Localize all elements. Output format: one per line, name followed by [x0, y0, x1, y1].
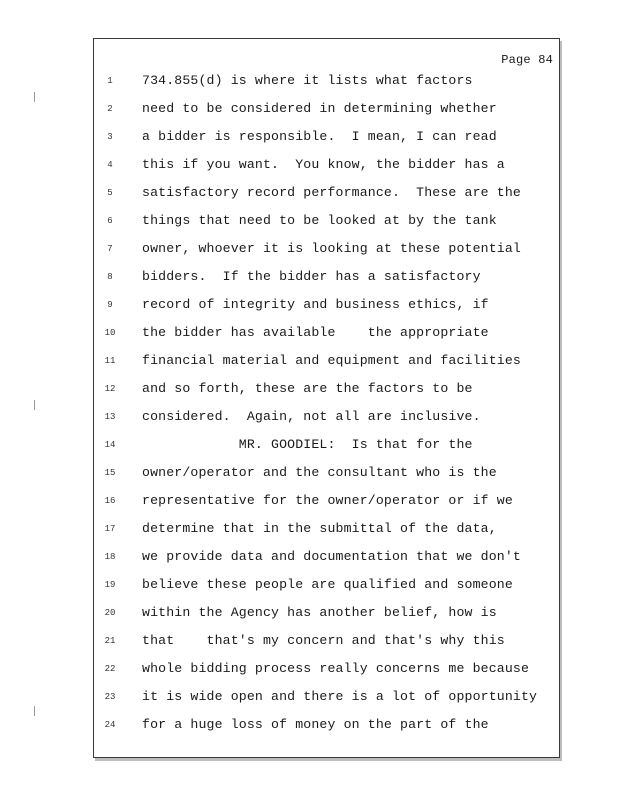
line-text: bidders. If the bidder has a satisfactory [142, 269, 481, 284]
line-number: 14 [104, 440, 116, 450]
line-text: record of integrity and business ethics, if [142, 297, 489, 312]
line-number: 2 [107, 104, 113, 114]
line-number: 4 [107, 160, 113, 170]
transcript-line [94, 73, 559, 93]
line-number: 21 [104, 636, 116, 646]
margin-scan-mark [34, 92, 41, 102]
line-text: owner/operator and the consultant who is the [142, 465, 497, 480]
line-number: 13 [104, 412, 116, 422]
line-text: need to be considered in determining whether [142, 101, 497, 116]
transcript-line [94, 465, 559, 485]
line-text: the bidder has available the appropriate [142, 325, 489, 340]
line-number: 16 [104, 496, 116, 506]
line-number: 3 [107, 132, 113, 142]
transcript-line [94, 101, 559, 121]
line-text: we provide data and documentation that we don't [142, 549, 521, 564]
line-text: believe these people are qualified and someone [142, 577, 513, 592]
transcript-line [94, 661, 559, 681]
line-text: financial material and equipment and facilities [142, 353, 521, 368]
line-number: 20 [104, 608, 116, 618]
transcript-line [94, 269, 559, 289]
line-text: things that need to be looked at by the tank [142, 213, 497, 228]
transcript-line [94, 717, 559, 737]
transcript-line [94, 605, 559, 625]
line-number: 5 [107, 188, 113, 198]
transcript-line [94, 549, 559, 569]
line-number: 10 [104, 328, 116, 338]
line-number: 12 [104, 384, 116, 394]
transcript-line [94, 129, 559, 149]
transcript-line [94, 521, 559, 541]
line-number: 19 [104, 580, 116, 590]
transcript-line [94, 633, 559, 653]
transcript-page [93, 38, 560, 758]
margin-scan-mark [34, 400, 41, 410]
line-text: satisfactory record performance. These are the [142, 185, 521, 200]
transcript-line [94, 241, 559, 261]
transcript-line [94, 157, 559, 177]
line-text: whole bidding process really concerns me because [142, 661, 530, 676]
line-text: a bidder is responsible. I mean, I can read [142, 129, 497, 144]
margin-scan-mark [34, 706, 41, 716]
transcript-line [94, 185, 559, 205]
line-text: MR. GOODIEL: Is that for the [142, 437, 473, 452]
line-number: 23 [104, 692, 116, 702]
page-number: Page 84 [501, 53, 553, 67]
line-number: 17 [104, 524, 116, 534]
transcript-line [94, 297, 559, 317]
line-number: 15 [104, 468, 116, 478]
line-text: considered. Again, not all are inclusive. [142, 409, 481, 424]
line-text: and so forth, these are the factors to be [142, 381, 473, 396]
line-number: 7 [107, 244, 113, 254]
line-text: for a huge loss of money on the part of the [142, 717, 489, 732]
line-text: this if you want. You know, the bidder has a [142, 157, 505, 172]
transcript-line [94, 437, 559, 457]
line-text: within the Agency has another belief, how is [142, 605, 497, 620]
transcript-line [94, 409, 559, 429]
transcript-line [94, 381, 559, 401]
line-text: owner, whoever it is looking at these potential [142, 241, 521, 256]
line-number: 24 [104, 720, 116, 730]
transcript-line [94, 577, 559, 597]
line-number: 9 [107, 300, 113, 310]
line-text: determine that in the submittal of the data, [142, 521, 497, 536]
transcript-line [94, 689, 559, 709]
line-number: 22 [104, 664, 116, 674]
line-text: representative for the owner/operator or if we [142, 493, 513, 508]
line-number: 18 [104, 552, 116, 562]
transcript-line [94, 353, 559, 373]
line-number: 11 [104, 356, 116, 366]
line-number: 1 [107, 76, 113, 86]
transcript-line [94, 493, 559, 513]
line-text: that that's my concern and that's why this [142, 633, 505, 648]
line-number: 8 [107, 272, 113, 282]
line-number: 6 [107, 216, 113, 226]
line-text: it is wide open and there is a lot of opportunity [142, 689, 538, 704]
transcript-line [94, 325, 559, 345]
transcript-line [94, 213, 559, 233]
line-text: 734.855(d) is where it lists what factors [142, 73, 473, 88]
